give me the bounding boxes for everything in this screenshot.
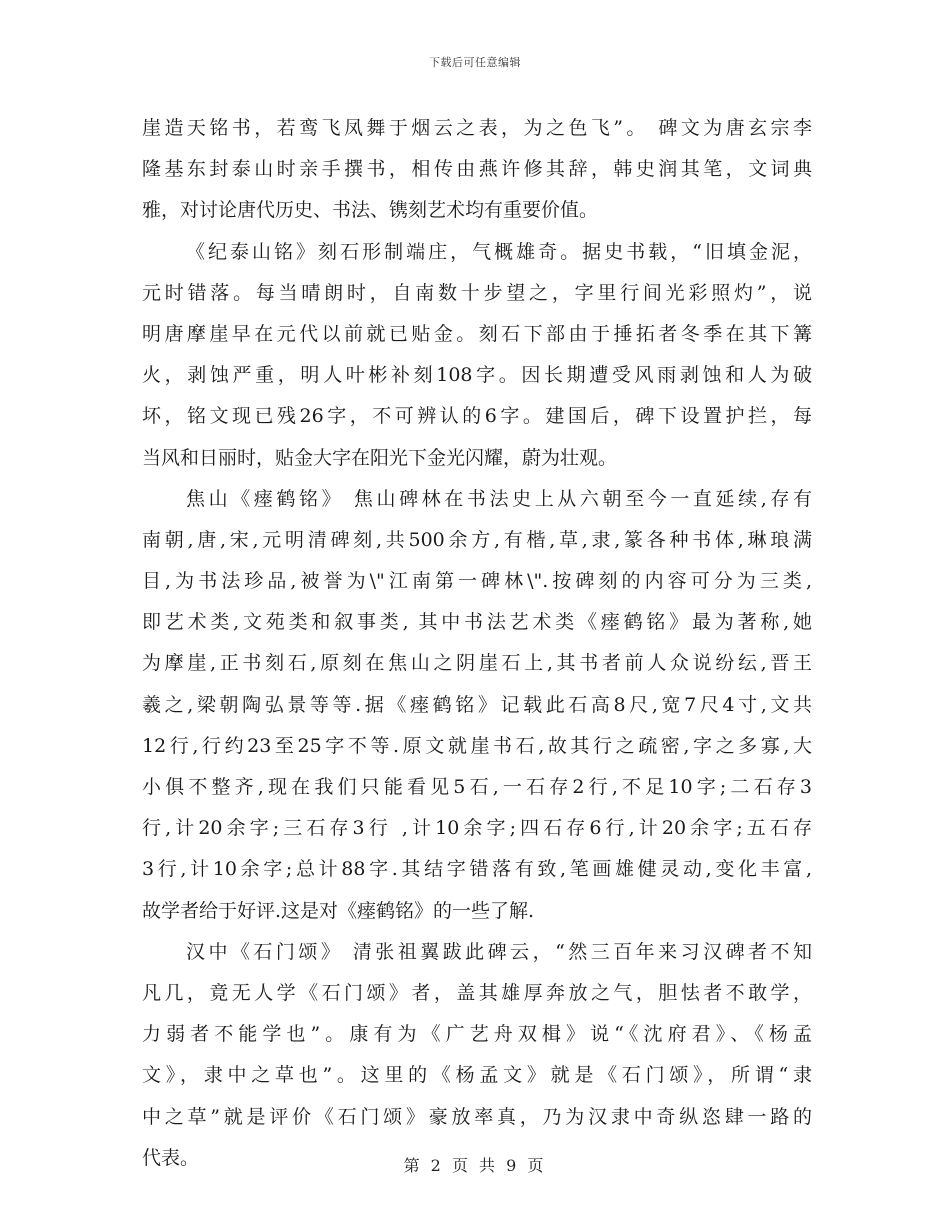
- text-line: 当风和日丽时，贴金大字在阳光下金光闪耀，蔚为壮观。: [142, 446, 618, 469]
- text-line: 力弱者不能学也”。康有为《广艺舟双楫》说“《沈府君》、《杨孟: [142, 1023, 812, 1046]
- text-line: 小俱不整齐,现在我们只能看见5石,一石存2行,不足10字;二石存3: [142, 776, 812, 798]
- text-line: 羲之,梁朝陶弘景等等.据《瘗鹤铭》记载此石高8尺,宽7尺4寸,文共: [142, 693, 812, 716]
- text-line: 隆基东封泰山时亲手撰书，相传由燕许修其辞，韩史润其笔，文词典: [142, 158, 812, 181]
- paragraph-shimen-song: [142, 932, 812, 1179]
- page-header: 下载后可任意编辑: [429, 56, 521, 69]
- text-line: 崖造天铭书，若鸾飞凤舞于烟云之表，为之色飞”。 碑文为唐玄宗李: [142, 117, 812, 139]
- text-line: 为摩崖,正书刻石,原刻在焦山之阴崖石上,其书者前人众说纷纭,晋王: [142, 652, 812, 675]
- text-line: 火，剥蚀严重，明人叶彬补刻108字。因长期遭受风雨剥蚀和人为破: [142, 364, 812, 387]
- text-line: 中之草”就是评价《石门颂》豪放率真，乃为汉隶中奇纵恣肆一路的: [142, 1105, 812, 1128]
- paragraph-ji-taishan-ming: [142, 232, 812, 479]
- text-line: 《纪泰山铭》刻石形制端庄，气概雄奇。据史书载，“旧填金泥，: [186, 240, 812, 263]
- text-line: 明唐摩崖早在元代以前就已贴金。刻石下部由于捶拓者冬季在其下篝: [142, 322, 812, 345]
- text-line: 雅，对讨论唐代历史、书法、镌刻艺术均有重要价值。: [142, 199, 599, 222]
- paragraph-tang-inscription-end: [142, 108, 812, 232]
- text-line: 故学者给于好评.这是对《瘗鹤铭》的一些了解.: [142, 899, 535, 922]
- text-line: 3行,计10余字;总计88字.其结字错落有致,笔画雄健灵动,变化丰富,: [142, 858, 812, 881]
- text-line: 代表。: [142, 1146, 200, 1169]
- text-line: 目,为书法珍品,被誉为\"江南第一碑林\".按碑刻的内容可分为三类,: [142, 570, 812, 593]
- text-line: 元时错落。每当晴朗时，自南数十步望之，字里行间光彩照灼”，说: [142, 281, 812, 304]
- page-number-footer: 第 2 页 共 9 页: [403, 1156, 547, 1175]
- text-line: 文》，隶中之草也”。这里的《杨孟文》就是《石门颂》，所谓“隶: [142, 1064, 812, 1087]
- text-line: 行,计20余字;三石存3行 ,计10余字;四石存6行,计20余字;五石存: [142, 817, 812, 840]
- text-line: 12行,行约23至25字不等.原文就崖书石,故其行之疏密,字之多寡,大: [142, 734, 812, 757]
- text-line: 焦山《瘗鹤铭》 焦山碑林在书法史上从六朝至今一直延续,存有: [186, 487, 812, 510]
- text-line: 汉中《石门颂》 清张祖翼跋此碑云，“然三百年来习汉碑者不知: [186, 940, 812, 963]
- text-line: 凡几，竟无人学《石门颂》者，盖其雄厚奔放之气，胆怯者不敢学，: [142, 981, 812, 1004]
- text-line: 即艺术类,文苑类和叙事类, 其中书法艺术类《瘗鹤铭》最为著称,她: [142, 611, 812, 634]
- text-line: 南朝,唐,宋,元明清碑刻,共500余方,有楷,草,隶,篆各种书体,琳琅满: [142, 528, 812, 551]
- text-line: 坏，铭文现已残26字，不可辨认的6字。建国后，碑下设置护拦，每: [142, 405, 812, 428]
- paragraph-yi-he-ming: [142, 479, 812, 932]
- document-body: [142, 108, 812, 1179]
